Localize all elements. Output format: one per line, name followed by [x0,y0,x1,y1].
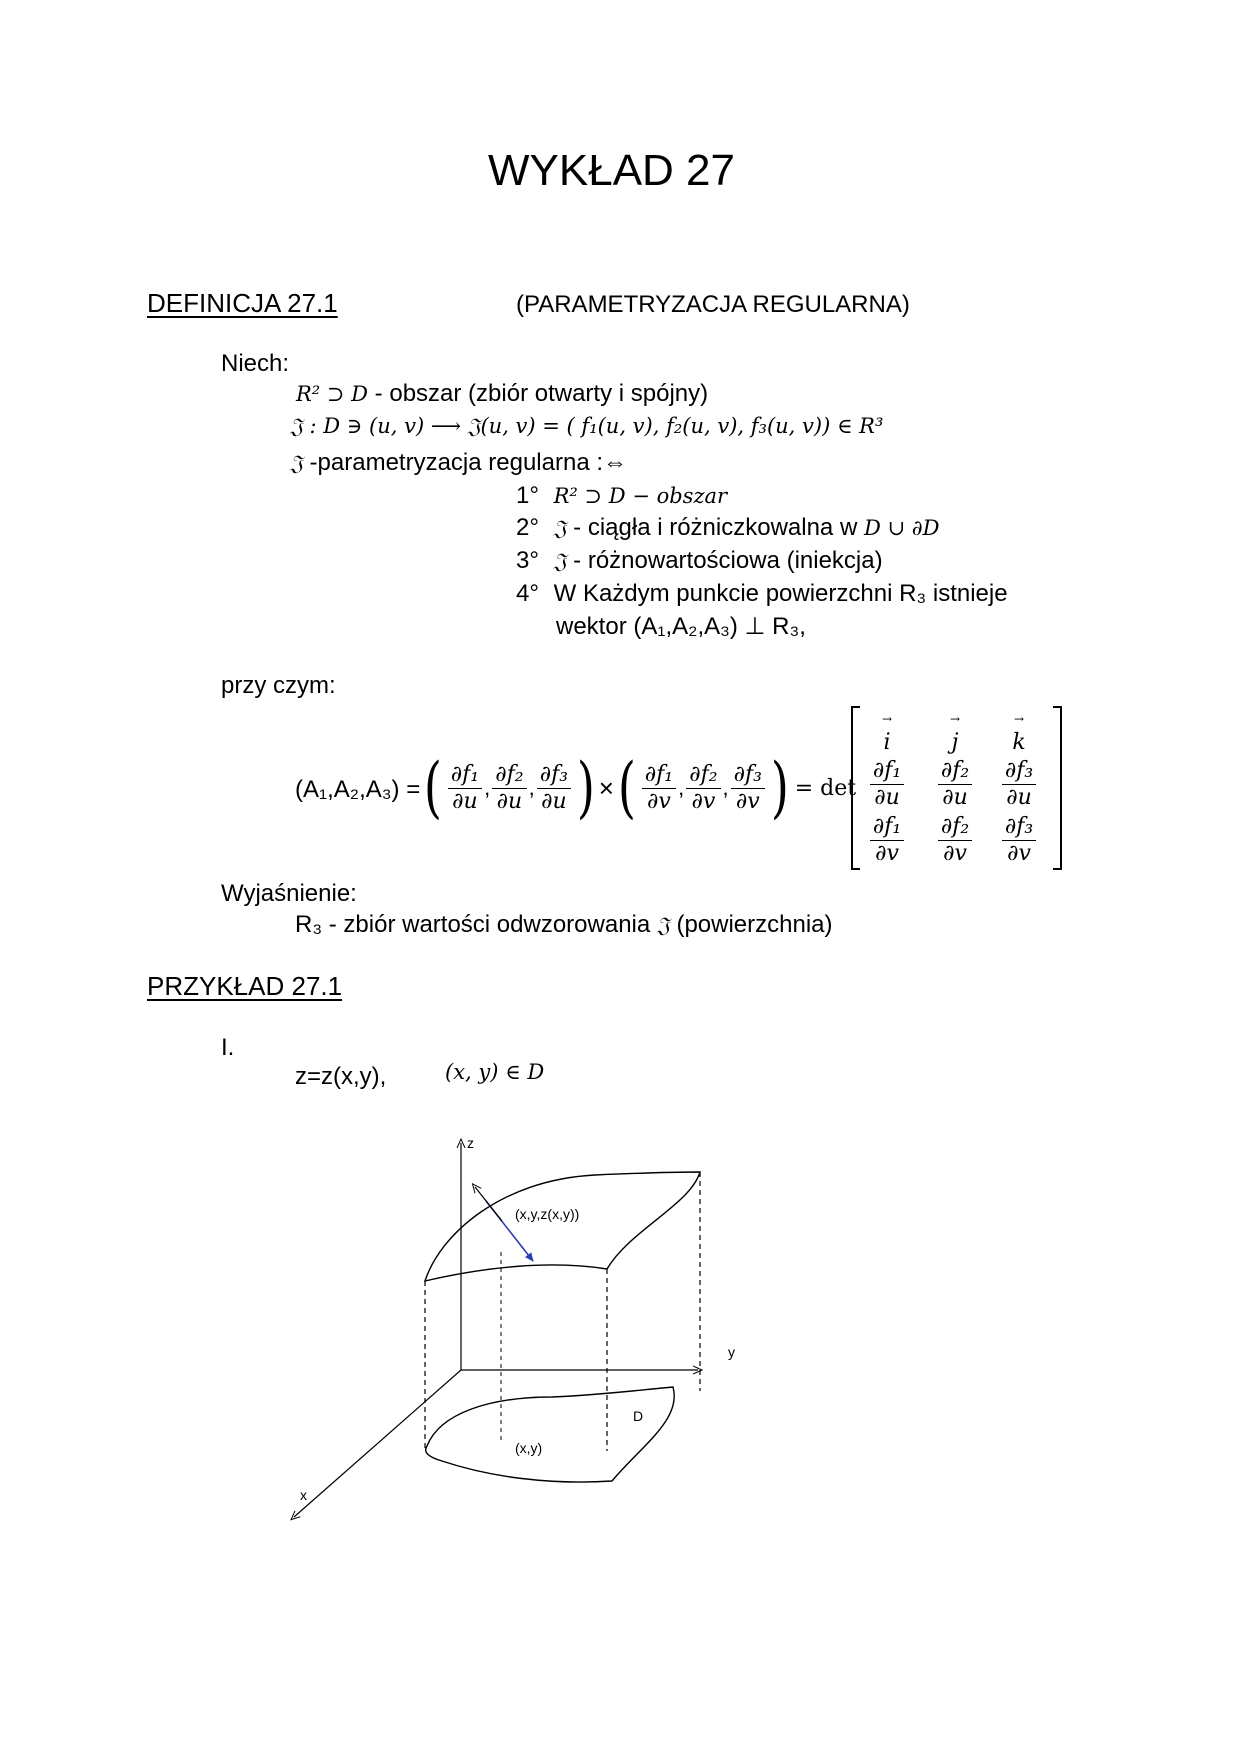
equals-det: = det [794,775,857,801]
cond2-label: 2° [516,514,539,541]
surface-top [425,1172,700,1281]
niech-label: Niech: [221,350,290,377]
explanation-symbol: 𝔍 [656,913,670,937]
cond3-symbol: 𝔍 [553,549,567,573]
definition-subtitle: (PARAMETRYZACJA REGULARNA) [516,291,910,318]
matrix-df3-du: $\frac{\text{∂f₃}}{\partial u}$ [989,758,1049,811]
condition-2 [516,514,939,542]
label-z: z [467,1135,474,1151]
fraction-f2-dv: $\frac{\text{∂f₂}}{\partial v}$ [686,762,720,815]
condition-4-continued: wektor (A₁,A₂,A₃) ⊥ R₃, [556,613,806,640]
cond2-text: - ciągła i różniczkowalna w [566,514,864,541]
line2-math: 𝔍 : D ∋ (u, v) ⟶ 𝔍(u, v) = ( f₁(u, v), f₂(u, v), f₃(u, v)) ∈ R³ [290,414,884,438]
label-y: y [728,1344,735,1360]
comma: , [678,775,685,800]
cond2-symbol: 𝔍 [553,516,567,540]
cond4-label: 4° [516,580,539,607]
label-d: D [633,1408,644,1424]
left-paren: ( [617,749,636,826]
comma: , [722,775,729,800]
gradient-u-group [420,748,856,828]
wyjasnienie-label: Wyjaśnienie: [221,880,357,907]
matrix-df1-du: $\frac{\text{∂f₁}}{\partial u}$ [857,758,917,811]
normal-vector-up [475,1187,502,1221]
cond1-label: 1° [516,482,539,509]
cross-symbol: × [598,772,614,803]
explanation-line [295,911,833,939]
fraction-f3-du: $\frac{\text{∂f₃}}{\partial u}$ [537,762,571,815]
matrix-df3-dv: $\frac{\text{∂f₃}}{\partial v}$ [989,814,1049,867]
cond3-text: - różnowartościowa (iniekcja) [566,547,883,574]
cond1-math: R² ⊃ D − obszar [553,484,728,508]
line3-text: -parametryzacja regularna :⇔ [302,449,628,476]
fraction-f1-du: $\frac{\text{∂f₁}}{\partial u}$ [448,762,482,815]
example-domain: (x, y) ∈ D [445,1060,545,1084]
label-xy: (x,y) [515,1440,543,1456]
definition-line-3 [290,449,627,477]
x-axis [294,1370,461,1517]
script-j-symbol: 𝔍 [290,451,303,475]
formula-lhs: (A₁,A₂,A₃) = [295,776,421,803]
region-d [426,1387,675,1482]
determinant-matrix [851,706,1062,870]
matrix-i: → i [881,712,893,755]
cond4-line-1: W Każdym punkcie powierzchni R₃ istnieje [553,580,1008,607]
fraction-f3-dv: $\frac{\text{∂f₃}}{\partial v}$ [731,762,765,815]
przy-czym-label: przy czym: [221,672,336,699]
comma: , [528,775,535,800]
explanation-text-b: (powierzchnia) [669,911,833,938]
condition-3 [516,547,883,575]
matrix-j: → j [949,712,961,755]
right-paren: ) [576,749,595,826]
fraction-f1-dv: $\frac{\text{∂f₁}}{\partial v}$ [642,762,676,815]
left-paren: ( [423,749,442,826]
line1-math: R² ⊃ D [296,382,369,406]
definition-heading: DEFINICJA 27.1 [147,288,338,318]
cond2-math: D ∪ ∂D [863,516,940,540]
definition-line-2 [290,412,883,440]
label-x: x [300,1487,307,1503]
label-point: (x,y,z(x,y)) [515,1206,580,1222]
definition-line-1 [296,380,708,408]
comma: , [484,775,491,800]
condition-4 [516,580,1008,608]
explanation-text-a: R₃ - zbiór wartości odwzorowania [295,911,657,938]
example-roman-numeral: I. [221,1034,235,1061]
right-paren: ) [770,749,789,826]
surface-figure [290,1135,750,1530]
matrix-df2-dv: $\frac{\text{∂f₂}}{\partial v}$ [925,814,985,867]
fraction-f2-du: $\frac{\text{∂f₂}}{\partial u}$ [492,762,526,815]
matrix-k: → k [1012,712,1026,755]
line1-text: - obszar (zbiór otwarty i spójny) [368,380,709,407]
matrix-df2-du: $\frac{\text{∂f₂}}{\partial u}$ [925,758,985,811]
condition-1 [516,482,727,510]
page-title: WYKŁAD 27 [488,146,735,195]
example-heading: PRZYKŁAD 27.1 [147,971,343,1001]
matrix-df1-dv: $\frac{\text{∂f₁}}{\partial v}$ [857,814,917,867]
cond3-label: 3° [516,547,539,574]
example-equation: z=z(x,y), [295,1063,387,1090]
